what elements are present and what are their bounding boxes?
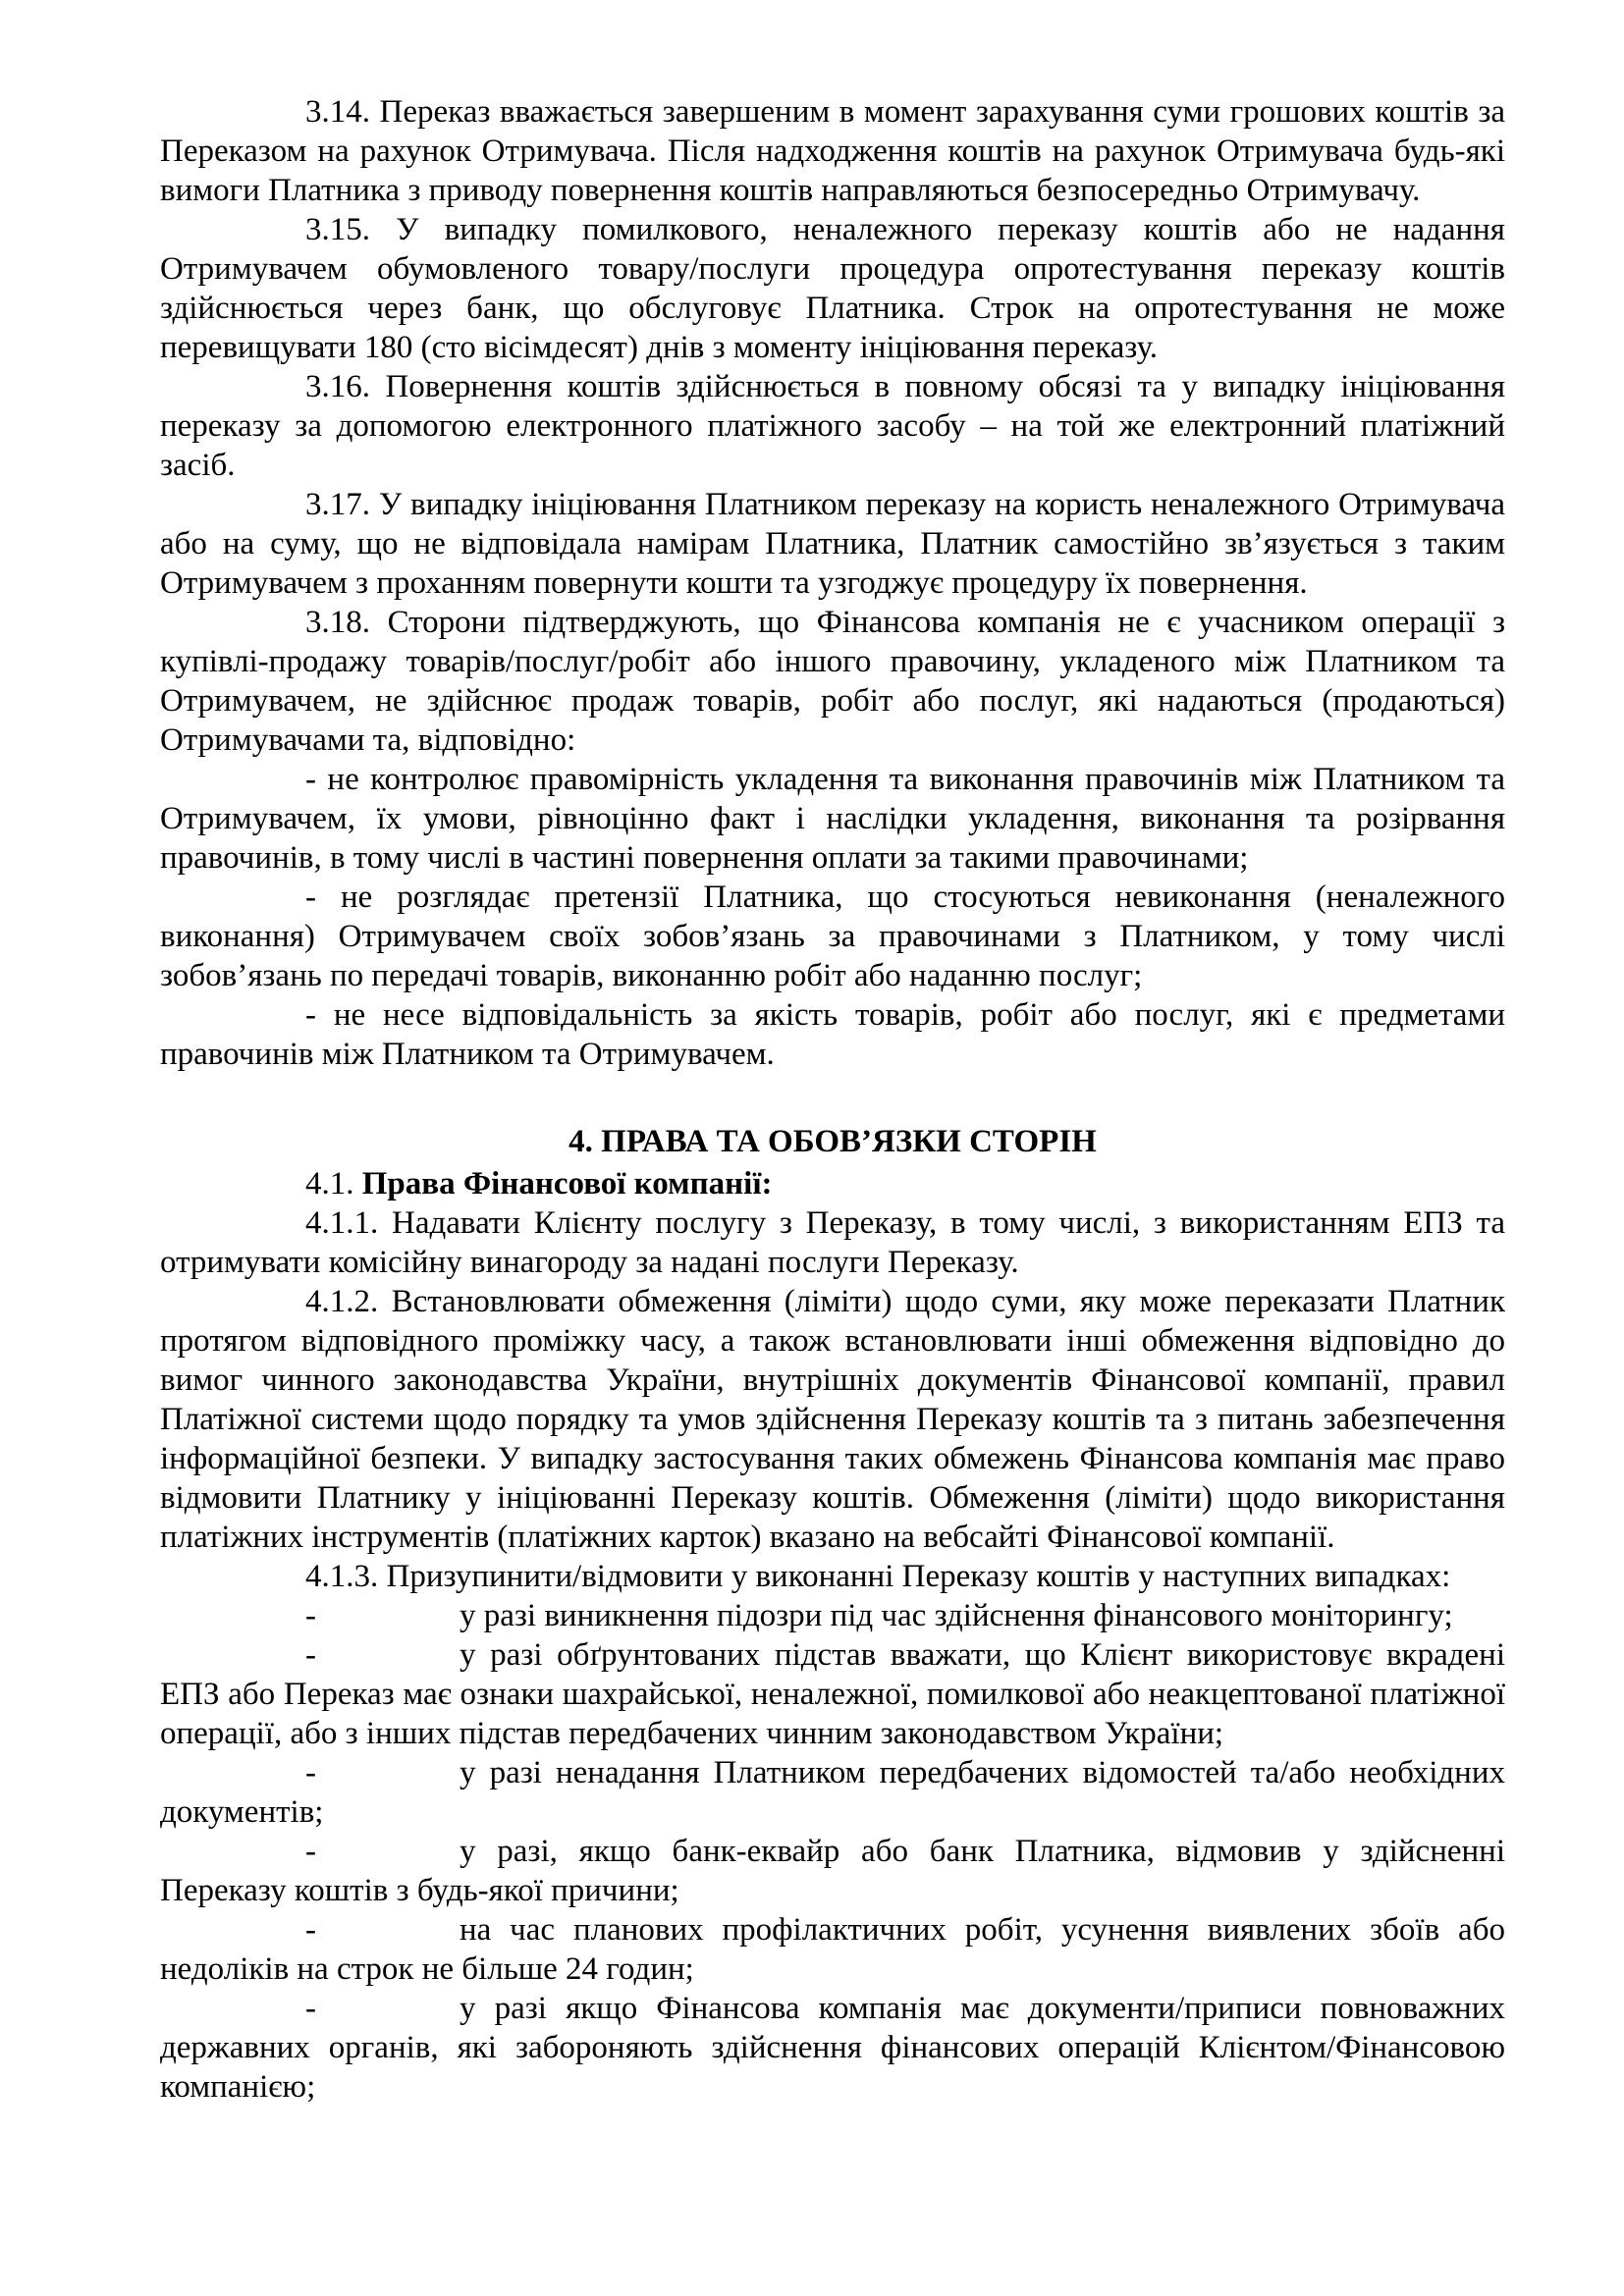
clause-3-16: 3.16. Повернення коштів здійснюється в повному обсязі та у випадку ініціювання переказу за допомогою електронного платіжного засобу – на той же електронний платіжний засіб. — [160, 369, 1505, 483]
clause-3-18-item-3: - не несе відповідальність за якість товарів, робіт або послуг, які є предметами правочинів між Платником та Отримувачем. — [160, 997, 1505, 1072]
bullet-text: у разі якщо Фінансова компанія має документи/приписи повноважних державних органів, які забороняють здійснення фінансових операцій Клієнтом/Фінансовою компанією; — [160, 1991, 1505, 2105]
clause-3-14: 3.14. Переказ вважається завершеним в момент зарахування суми грошових коштів за Переказом на рахунок Отримувача. Після надходження коштів на рахунок Отримувача будь-які вимоги Платника з приводу повернення коштів направляються безпосередньо Отримувачу. — [160, 94, 1505, 208]
clause-3-15: 3.15. У випадку помилкового, неналежного переказу коштів або не надання Отримувачем обумовленого товару/послуги процедура опротестування переказу коштів здійснюється через банк, що обслуговує Платника. Строк на опротестування не може перевищувати 180 (сто вісімдесят) днів з моменту ініціювання переказу. — [160, 212, 1505, 365]
bullet-dash: - — [305, 1637, 316, 1673]
clause-4-1-2: 4.1.2. Встановлювати обмеження (ліміти) щодо суми, яку може переказати Платник протягом відповідного проміжку часу, а також встановлювати інші обмеження відповідно до вимог чинного законодавства України, внутрішніх документів Фінансової компанії, правил Платіжної системи щодо порядку та умов здійснення Переказу коштів та з питань забезпечення інформаційної безпеки. У випадку застосування таких обмежень Фінансова компанія має право відмовити Платнику у ініціюванні Переказу коштів. Обмеження (ліміти) щодо використання платіжних інструментів (платіжних карток) вказано на вебсайті Фінансової компанії. — [160, 1284, 1505, 1555]
clause-4-1-3-item-1 — [160, 1596, 1505, 1635]
section-4-heading: 4. ПРАВА ТА ОБОВ’ЯЗКИ СТОРІН — [568, 1124, 1097, 1159]
clause-4-1-3-item-6 — [160, 1989, 1505, 2107]
clause-3-18-item-1: - не контролює правомірність укладення та виконання правочинів між Платником та Отримувачем, їх умови, рівноцінно факт і наслідки укладення, виконання та розірвання правочинів, в тому числі в частині повернення оплати за такими правочинами; — [160, 762, 1505, 876]
clause-4-1-number: 4.1. — [305, 1166, 362, 1201]
bullet-dash: - — [305, 1755, 316, 1790]
clause-3-18-item-2: - не розглядає претензії Платника, що стосуються невиконання (неналежного виконання) Отримувачем своїх зобов’язань за правочинами з Платником, у тому числі зобов’язань по передачі товарів, виконанню робіт або наданню послуг; — [160, 880, 1505, 993]
contract-text-block — [160, 92, 1505, 2107]
clause-4-1-3-item-4 — [160, 1832, 1505, 1910]
bullet-text: на час планових профілактичних робіт, усунення виявлених збоїв або недоліків на строк не більше 24 годин; — [160, 1912, 1505, 1987]
clause-3-18: 3.18. Сторони підтверджують, що Фінансова компанія не є учасником операції з купівлі-продажу товарів/послуг/робіт або іншого правочину, укладеного між Платником та Отримувачем, не здійснює продаж товарів, робіт або послуг, які надаються (продаються) Отримувачами та, відповідно: — [160, 605, 1505, 758]
clause-4-1-3-item-3 — [160, 1753, 1505, 1832]
bullet-text: у разі ненадання Платником передбачених відомостей та/або необхідних документів; — [160, 1755, 1505, 1830]
bullet-text: у разі, якщо банк-еквайр або банк Платника, відмовив у здійсненні Переказу коштів з будь-якої причини; — [160, 1834, 1505, 1908]
bullet-text: у разі обґрунтованих підстав вважати, що Клієнт використовує вкрадені ЕПЗ або Переказ має ознаки шахрайської, неналежної, помилкової або неакцептованої платіжної операції, або з інших підстав передбачених чинним законодавством України; — [160, 1637, 1505, 1751]
bullet-dash: - — [305, 1598, 316, 1633]
clause-4-1-3-item-2 — [160, 1635, 1505, 1753]
clause-4-1-1: 4.1.1. Надавати Клієнту послугу з Переказу, в тому числі, з використанням ЕПЗ та отримувати комісійну винагороду за надані послуги Переказу. — [160, 1205, 1505, 1280]
clause-4-1 — [160, 1164, 1505, 1203]
clause-4-1-3-item-5 — [160, 1910, 1505, 1989]
bullet-dash: - — [305, 1991, 316, 2026]
clause-4-1-title: Права Фінансової компанії: — [361, 1166, 773, 1201]
bullet-dash: - — [305, 1834, 316, 1869]
clause-3-17: 3.17. У випадку ініціювання Платником переказу на користь неналежного Отримувача або на суму, що не відповідала намірам Платника, Платник самостійно зв’язується з таким Отримувачем з проханням повернути кошти та узгоджує процедуру їх повернення. — [160, 487, 1505, 601]
bullet-text: у разі виникнення підозри під час здійснення фінансового моніторингу; — [460, 1598, 1453, 1633]
bullet-dash: - — [305, 1912, 316, 1948]
clause-4-1-3: 4.1.3. Призупинити/відмовити у виконанні Переказу коштів у наступних випадках: — [305, 1559, 1451, 1594]
